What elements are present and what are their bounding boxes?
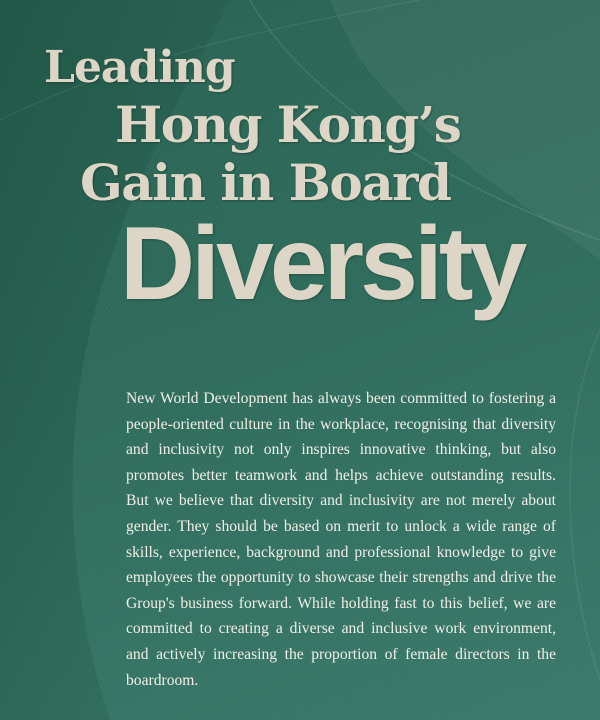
headline-line-leading: Leading — [44, 42, 235, 93]
headline-line-hong-kong: Hong Kong’s — [115, 95, 461, 154]
headline-line-diversity: Diversity — [120, 206, 524, 322]
headline-line-gain-in-board: Gain in Board — [80, 153, 451, 212]
headline — [0, 0, 600, 330]
body-paragraph: New World Development has always been committed to fostering a people-oriented culture in the workplace, recognising that diversity and inclusivity not only inspires innovative thinking, but also promotes better teamwork and helps achieve outstanding results. But we believe that diversity and inclusivity are not merely about gender. They should be based on merit to unlock a wide range of skills, experience, background and professional knowledge to give employees the opportunity to showcase their strengths and drive the Group's business forward. While holding fast to this belief, we are committed to creating a diverse and inclusive work environment, and actively increasing the proportion of female directors in the boardroom. — [126, 390, 556, 689]
